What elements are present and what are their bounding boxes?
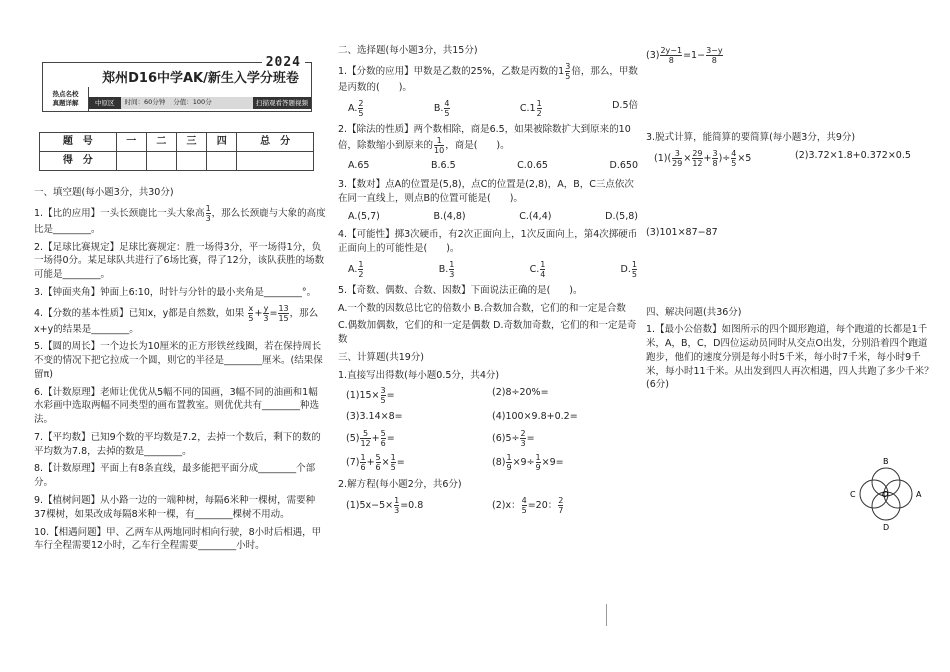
label-o: O bbox=[882, 490, 889, 499]
equation-3: (3) $\frac{2y-1}{8}$ =1− $\frac{3-y}{8}$ bbox=[646, 46, 723, 65]
label-b: B bbox=[883, 457, 889, 466]
option-a[interactable]: A.(5,7) bbox=[348, 210, 380, 222]
choice-question-2: 2.【除法的性质】两个数相除，商是6.5，如果被除数扩大到原来的10倍，除数缩小到原来的 $\frac{1}{10}$ ，商是( )。 bbox=[338, 123, 631, 156]
choice-question-3: 3.【数对】点A的位置是(5,8)，点C的位置是(2,8)，A，B，C三点依次在同一直线上，则点B的位置可能是( )。 bbox=[338, 179, 634, 204]
section-calc-title: 三、计算题(共19分) bbox=[338, 351, 425, 363]
calc-item: (1)15× $\frac{3}{5}$ = bbox=[346, 386, 395, 406]
hot-school-badge bbox=[43, 87, 89, 111]
region-label: 中原区 bbox=[89, 97, 121, 109]
option-d[interactable]: D.650 bbox=[609, 160, 638, 172]
choice-question-5: 5.【奇数、偶数、合数、因数】下面说法正确的是( )。 bbox=[338, 284, 583, 296]
score-cell[interactable] bbox=[176, 152, 206, 171]
option-b[interactable]: B.6.5 bbox=[430, 160, 456, 172]
time-label: 时间：60分钟 bbox=[124, 98, 166, 107]
score-header-cell: 总 分 bbox=[237, 133, 314, 152]
watch-video-label: 扫描观看答题视频 bbox=[253, 97, 311, 109]
option-c[interactable]: C.0.65 bbox=[517, 160, 548, 172]
section-fill-in-title: 一、填空题(每小题3分，共30分) bbox=[34, 187, 174, 198]
badge-line-2: 真题详解 bbox=[52, 99, 79, 107]
simplify-3: (3)101×87−87 bbox=[646, 226, 718, 238]
fill-question-10: 10.【相遇问题】甲、乙两车从两地同时相向行驶，8小时后相遇，甲车行全程需要12小时，乙车行全程需要________小时。 bbox=[34, 526, 322, 552]
section-problem-title: 四、解决问题(共36分) bbox=[646, 306, 742, 318]
calc-part-2-title: 2.解方程(每小题2分，共6分) bbox=[338, 479, 462, 491]
choice-options bbox=[348, 159, 638, 173]
calc-item: (5) $\frac{5}{12}$ + $\frac{5}{6}$ = bbox=[346, 429, 395, 449]
calc-item: (2)8÷20%= bbox=[492, 387, 549, 399]
score-cell[interactable] bbox=[116, 152, 146, 171]
option-a[interactable]: A.65 bbox=[348, 160, 370, 172]
exam-title: 郑州D16中学AK/新生入学分班卷 bbox=[102, 71, 299, 86]
option-b[interactable]: B. $\frac{1}{3}$ bbox=[438, 259, 455, 279]
calc-item: (4)100×9.8+0.2= bbox=[492, 411, 578, 423]
option-c[interactable]: C. $\frac{1}{4}$ bbox=[529, 259, 546, 279]
score-header-cell: 三 bbox=[176, 133, 206, 152]
option-a[interactable]: A. $\frac{1}{2}$ bbox=[348, 259, 364, 279]
choice-question-4: 4.【可能性】掷3次硬币，有2次正面向上，1次反面向上，第4次掷硬币正面向上的可能性是( )。 bbox=[338, 229, 638, 255]
option-d[interactable]: D. $\frac{1}{5}$ bbox=[620, 259, 637, 279]
choice-options bbox=[348, 99, 638, 118]
column-2 bbox=[338, 44, 638, 521]
label-a: A bbox=[916, 490, 922, 499]
year-label: 2024 bbox=[262, 54, 305, 73]
fill-question-6: 6.【计数原理】老师让优优从5幅不同的国画，3幅不同的油画和1幅水彩画中选取两幅不同类型的画布置教室。则优优共有________种选法。 bbox=[34, 386, 320, 426]
fill-question-5: 5.【圆的周长】一个边长为10厘米的正方形铁丝线圈，若在保持周长不变的情况下把它拉成一个圆，则它的半径是________厘米。(结果保留π) bbox=[34, 341, 323, 380]
label-c: C bbox=[850, 490, 856, 499]
option-a[interactable]: A. $\frac{2}{5}$ bbox=[348, 98, 364, 118]
simplify-2: (2)3.72×1.8+0.372×0.5 bbox=[795, 149, 911, 161]
calc-part-1-title: 1.直接写出得数(每小题0.5分，共4分) bbox=[338, 369, 500, 381]
option-d[interactable]: D.(5,8) bbox=[605, 210, 638, 222]
simplify-grid bbox=[654, 149, 936, 168]
four-circles-diagram bbox=[848, 456, 924, 532]
score-cell[interactable] bbox=[237, 152, 314, 171]
calc-item: (8) $\frac{1}{9}$ ×9÷ $\frac{1}{9}$ ×9= bbox=[492, 453, 564, 473]
badge-line-1: 热点名校 bbox=[52, 90, 79, 98]
calc-item: (3)3.14×8= bbox=[346, 411, 403, 423]
equation-1: (1)5x−5× $\frac{1}{3}$ =0.8 bbox=[346, 496, 424, 516]
fill-question-9: 9.【植树问题】从小路一边的一端种树，每隔6米种一棵树，需要种37棵树，如果改成每隔8米种一棵，有________棵树不用动。 bbox=[34, 495, 316, 520]
fill-question-8: 8.【计数原理】平面上有8条直线，最多能把平面分成________个部分。 bbox=[34, 463, 316, 489]
equation-grid bbox=[346, 496, 638, 515]
column-1 bbox=[34, 186, 326, 557]
fill-question-1: 1.【比的应用】一头长颈鹿比一头大象高 $\frac{1}{3}$ ，那么长颈鹿与大象的高度比是________。 bbox=[34, 203, 326, 235]
choice-question-1: 1.【分数的应用】甲数是乙数的25%，乙数是丙数的1 $\frac{3}{5}$ 倍，那么，甲数是丙数的( )。 bbox=[338, 61, 638, 93]
exam-header bbox=[42, 55, 312, 112]
fill-question-4: 4.【分数的基本性质】已知x，y都是自然数，如果 $\frac{x}{5}$ + $\frac{y}{3}$ = $\frac{13}{15}$ ，那么x+y的结果是________。 bbox=[34, 303, 319, 335]
simplify-1: (1)( $\frac{3}{29}$ × $\frac{29}{12}$ + $\frac{3}{8}$ )÷ $\frac{4}{5}$ ×5 bbox=[654, 148, 752, 168]
option-c[interactable]: C.1 $\frac{1}{2}$ bbox=[519, 98, 542, 118]
section-choice-title: 二、选择题(每小题3分，共15分) bbox=[338, 45, 478, 56]
score-header-cell: 四 bbox=[207, 133, 237, 152]
problem-question-1: 1.【最小公倍数】如图所示的四个圆形跑道，每个跑道的长都是1千米，A，B，C，D四位运动员同时从交点O出发，分别沿着四个跑道跑步，他们的速度分别是每小时5千米，每小时7千米，每小时9千米，每小时11千米。从出发到四人再次相遇，四人共跑了多少千米？(6分) bbox=[646, 324, 934, 391]
label-d: D bbox=[883, 523, 890, 532]
score-cell[interactable] bbox=[207, 152, 237, 171]
calc-item: (7) $\frac{1}{6}$ + $\frac{5}{6}$ × $\frac{1}{5}$ = bbox=[346, 453, 405, 473]
score-header-cell: 题 号 bbox=[40, 133, 117, 152]
calc-grid bbox=[346, 386, 638, 472]
score-header-cell: 一 bbox=[116, 133, 146, 152]
calc-item: (6)5÷ $\frac{2}{3}$ = bbox=[492, 429, 535, 449]
choice-5-ab: A.一个数的因数总比它的倍数小 B.合数加合数，它们的和一定是合数 bbox=[338, 302, 626, 314]
choice-options bbox=[348, 260, 638, 279]
equation-2: (2)x： $\frac{4}{5}$ =20： $\frac{2}{7}$ bbox=[492, 496, 564, 516]
fill-question-7: 7.【平均数】已知9个数的平均数是7.2，去掉一个数后，剩下的数的平均数为7.8，去掉的数是________。 bbox=[34, 431, 321, 457]
fill-question-2: 2.【足球比赛规定】足球比赛规定：胜一场得3分，平一场得1分，负一场得0分。某足球队共进行了6场比赛，得了12分，该队获胜的场数可能是________。 bbox=[34, 241, 325, 281]
option-d[interactable]: D.5倍 bbox=[612, 99, 638, 111]
fill-question-3: 3.【钟面夹角】钟面上6:10，时针与分针的最小夹角是________°。 bbox=[34, 286, 317, 298]
page-divider bbox=[606, 604, 607, 626]
exam-info-bar bbox=[89, 97, 311, 109]
fraction: $\frac{1}{3}$ bbox=[205, 203, 211, 223]
score-cell[interactable] bbox=[146, 152, 176, 171]
score-label: 分值：100分 bbox=[173, 98, 212, 107]
choice-5-cd: C.偶数加偶数，它们的和一定是偶数 D.奇数加奇数，它们的和一定是奇数 bbox=[338, 320, 637, 346]
score-row-label: 得 分 bbox=[40, 152, 117, 171]
option-b[interactable]: B. $\frac{4}{5}$ bbox=[433, 98, 450, 118]
column-3 bbox=[646, 46, 936, 396]
calc-part-3-title: 3.脱式计算，能简算的要简算(每小题3分，共9分) bbox=[646, 132, 856, 143]
option-b[interactable]: B.(4,8) bbox=[433, 210, 466, 222]
score-table bbox=[39, 132, 314, 171]
option-c[interactable]: C.(4,4) bbox=[519, 210, 552, 222]
choice-options bbox=[348, 210, 638, 224]
score-header-cell: 二 bbox=[146, 133, 176, 152]
